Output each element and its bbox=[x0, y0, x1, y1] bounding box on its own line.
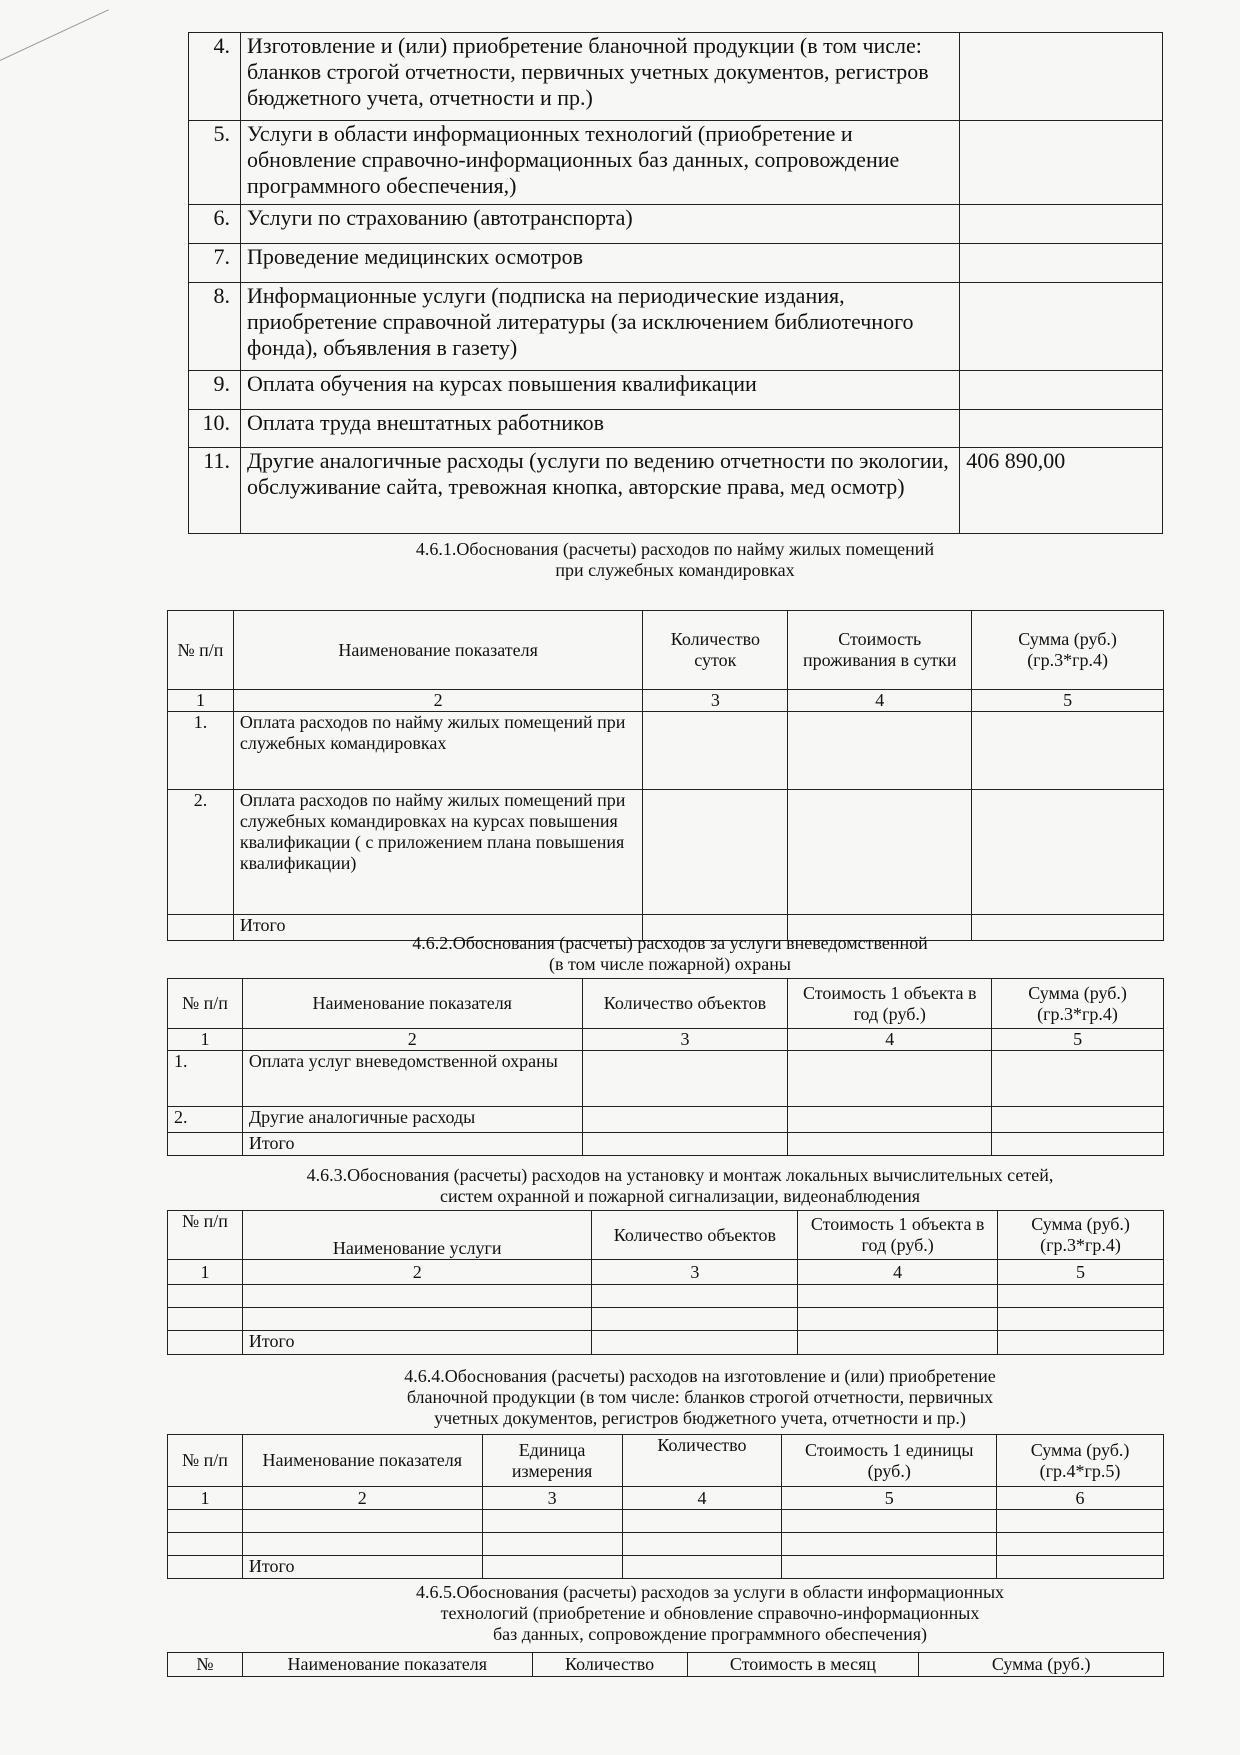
table-row bbox=[189, 371, 1163, 410]
title-line: (в том числе пожарной) охраны bbox=[549, 954, 791, 974]
col-header: Сумма (руб.) (гр.3*гр.4) bbox=[992, 979, 1164, 1029]
row-name: Оплата расходов по найму жилых помещений при служебных командировках bbox=[233, 712, 642, 790]
cell bbox=[582, 1133, 788, 1156]
cell bbox=[168, 1331, 243, 1355]
colnum-row bbox=[168, 1029, 1164, 1051]
cell bbox=[622, 1510, 782, 1533]
col-number: 5 bbox=[992, 1029, 1164, 1051]
cell bbox=[972, 790, 1164, 915]
row-name: Изготовление и (или) приобретение бланочной продукции (в том числе: бланков строгой отчетности, первичных учетных документов, регистров бюджетного учета, отчетности и пр.) bbox=[240, 33, 959, 121]
title-line: баз данных, сопровождение программного обеспечения) bbox=[492, 1624, 928, 1644]
table-row bbox=[168, 790, 1164, 915]
col-number: 3 bbox=[592, 1260, 798, 1285]
row-name: Другие аналогичные расходы (услуги по ведению отчетности по экологии, обслуживание сайта, тревожная кнопка, авторские права, мед осмотр) bbox=[240, 448, 959, 534]
header-row bbox=[168, 979, 1164, 1029]
row-sum bbox=[960, 33, 1163, 121]
col-number: 5 bbox=[998, 1260, 1164, 1285]
section-title-4-6-1 bbox=[300, 539, 1050, 581]
table-row bbox=[168, 1533, 1164, 1556]
row-name: Другие аналогичные расходы bbox=[242, 1107, 582, 1133]
cell bbox=[622, 1556, 782, 1579]
cell bbox=[782, 1510, 997, 1533]
cell bbox=[788, 712, 972, 790]
title-line: технологий (приобретение и обновление справочно-информационных bbox=[440, 1603, 980, 1623]
total-row bbox=[168, 1133, 1164, 1156]
col-number: 2 bbox=[242, 1487, 482, 1510]
cell bbox=[798, 1331, 998, 1355]
table-row bbox=[189, 33, 1163, 121]
table-row bbox=[189, 121, 1163, 205]
row-number: 2. bbox=[168, 1107, 243, 1133]
cell bbox=[997, 1533, 1164, 1556]
table-row bbox=[168, 1051, 1164, 1107]
expense-items-table bbox=[188, 32, 1163, 534]
colnum-row bbox=[168, 1260, 1164, 1285]
cell bbox=[168, 1533, 243, 1556]
row-number: 8. bbox=[189, 283, 241, 371]
cell bbox=[992, 1051, 1164, 1107]
row-sum bbox=[960, 121, 1163, 205]
col-number: 3 bbox=[643, 690, 788, 712]
cell bbox=[168, 915, 234, 941]
col-header: Наименование показателя bbox=[242, 1653, 532, 1677]
row-sum bbox=[960, 410, 1163, 448]
row-name: Услуги по страхованию (автотранспорта) bbox=[240, 205, 959, 244]
header-row bbox=[168, 1653, 1164, 1677]
col-number: 6 bbox=[997, 1487, 1164, 1510]
section-title-4-6-2 bbox=[270, 933, 1070, 975]
col-header: Сумма (руб.) (гр.3*гр.4) bbox=[972, 611, 1164, 690]
table-row bbox=[189, 244, 1163, 283]
col-header: Стоимость 1 объекта в год (руб.) bbox=[798, 1211, 998, 1260]
col-header: Наименование услуги bbox=[242, 1211, 592, 1260]
title-line: 4.6.3.Обоснования (расчеты) расходов на установку и монтаж локальных вычислительных сетей, bbox=[306, 1165, 1054, 1185]
cell bbox=[788, 790, 972, 915]
table-row bbox=[189, 283, 1163, 371]
table-row bbox=[189, 448, 1163, 534]
col-header: № bbox=[168, 1653, 243, 1677]
title-line: 4.6.1.Обоснования (расчеты) расходов по найму жилых помещений bbox=[415, 539, 935, 559]
col-number: 2 bbox=[242, 1029, 582, 1051]
cell bbox=[582, 1107, 788, 1133]
cell bbox=[242, 1308, 592, 1331]
col-header: Сумма (руб.) (гр.4*гр.5) bbox=[997, 1435, 1164, 1487]
section-title-4-6-4 bbox=[340, 1366, 1060, 1429]
lodging-table bbox=[167, 610, 1164, 941]
cell bbox=[643, 712, 788, 790]
table-row bbox=[168, 1308, 1164, 1331]
cell bbox=[622, 1533, 782, 1556]
row-name: Проведение медицинских осмотров bbox=[240, 244, 959, 283]
table-row bbox=[189, 410, 1163, 448]
col-header: № п/п bbox=[168, 1211, 243, 1260]
col-header: Количество суток bbox=[643, 611, 788, 690]
col-header: Стоимость проживания в сутки bbox=[788, 611, 972, 690]
cell bbox=[788, 1051, 992, 1107]
network-install-table bbox=[167, 1210, 1164, 1355]
cell bbox=[482, 1556, 622, 1579]
cell bbox=[168, 1133, 243, 1156]
row-number: 11. bbox=[189, 448, 241, 534]
section-title-4-6-5 bbox=[350, 1582, 1070, 1645]
row-number: 1. bbox=[168, 1051, 243, 1107]
col-header: Стоимость 1 объекта в год (руб.) bbox=[788, 979, 992, 1029]
cell bbox=[998, 1308, 1164, 1331]
section-title-4-6-3 bbox=[180, 1165, 1180, 1207]
total-row bbox=[168, 1331, 1164, 1355]
col-header: Наименование показателя bbox=[242, 979, 582, 1029]
row-number: 9. bbox=[189, 371, 241, 410]
col-header: Стоимость 1 единицы (руб.) bbox=[782, 1435, 997, 1487]
col-header: Наименование показателя bbox=[242, 1435, 482, 1487]
cell bbox=[798, 1285, 998, 1308]
cell bbox=[168, 1510, 243, 1533]
total-label: Итого bbox=[242, 1133, 582, 1156]
cell bbox=[998, 1331, 1164, 1355]
cell bbox=[168, 1556, 243, 1579]
row-name: Информационные услуги (подписка на периодические издания, приобретение справочной литературы (за исключением библиотечного фонда), объявления в газету) bbox=[240, 283, 959, 371]
col-header: Сумма (руб.) (гр.3*гр.4) bbox=[998, 1211, 1164, 1260]
total-row bbox=[168, 1556, 1164, 1579]
row-number: 7. bbox=[189, 244, 241, 283]
cell bbox=[992, 1107, 1164, 1133]
security-table bbox=[167, 978, 1164, 1156]
header-row bbox=[168, 1435, 1164, 1487]
col-header: Количество объектов bbox=[582, 979, 788, 1029]
forms-table bbox=[167, 1434, 1164, 1579]
title-line: бланочной продукции (в том числе: бланков строгой отчетности, первичных bbox=[406, 1387, 994, 1407]
table-row bbox=[168, 1285, 1164, 1308]
total-label: Итого bbox=[242, 1331, 592, 1355]
col-header: № п/п bbox=[168, 1435, 243, 1487]
row-number: 4. bbox=[189, 33, 241, 121]
col-header: Количество bbox=[622, 1435, 782, 1487]
col-number: 3 bbox=[582, 1029, 788, 1051]
cell bbox=[798, 1308, 998, 1331]
cell bbox=[997, 1510, 1164, 1533]
title-line: учетных документов, регистров бюджетного учета, отчетности и пр.) bbox=[434, 1408, 966, 1428]
col-number: 4 bbox=[622, 1487, 782, 1510]
header-row bbox=[168, 611, 1164, 690]
row-name: Оплата обучения на курсах повышения квалификации bbox=[240, 371, 959, 410]
row-number: 6. bbox=[189, 205, 241, 244]
cell bbox=[168, 1285, 243, 1308]
total-label: Итого bbox=[242, 1556, 482, 1579]
col-header: Единица измерения bbox=[482, 1435, 622, 1487]
col-number: 5 bbox=[972, 690, 1164, 712]
page-fold-mark bbox=[0, 0, 109, 61]
row-sum bbox=[960, 283, 1163, 371]
cell bbox=[242, 1510, 482, 1533]
cell bbox=[592, 1308, 798, 1331]
col-number: 4 bbox=[788, 1029, 992, 1051]
cell bbox=[592, 1285, 798, 1308]
col-number: 4 bbox=[798, 1260, 998, 1285]
row-name: Оплата расходов по найму жилых помещений при служебных командировках на курсах повышения квалификации ( с приложением плана повышения квалификации) bbox=[233, 790, 642, 915]
row-sum bbox=[960, 205, 1163, 244]
col-number: 4 bbox=[788, 690, 972, 712]
table-row bbox=[168, 1107, 1164, 1133]
title-line: 4.6.2.Обоснования (расчеты) расходов за услуги вневедомственной bbox=[412, 933, 928, 953]
table-row bbox=[168, 712, 1164, 790]
row-sum bbox=[960, 371, 1163, 410]
header-row bbox=[168, 1211, 1164, 1260]
cell bbox=[643, 790, 788, 915]
col-number: 5 bbox=[782, 1487, 997, 1510]
cell bbox=[482, 1510, 622, 1533]
cell bbox=[788, 1107, 992, 1133]
cell bbox=[972, 712, 1164, 790]
row-number: 10. bbox=[189, 410, 241, 448]
col-header: Количество объектов bbox=[592, 1211, 798, 1260]
row-name: Оплата услуг вневедомственной охраны bbox=[242, 1051, 582, 1107]
col-number: 1 bbox=[168, 1260, 243, 1285]
col-header: Стоимость в месяц bbox=[687, 1653, 919, 1677]
cell bbox=[592, 1331, 798, 1355]
row-number: 2. bbox=[168, 790, 234, 915]
cell bbox=[992, 1133, 1164, 1156]
col-header: Сумма (руб.) bbox=[919, 1653, 1164, 1677]
cell bbox=[168, 1308, 243, 1331]
cell bbox=[997, 1556, 1164, 1579]
row-sum bbox=[960, 244, 1163, 283]
row-sum: 406 890,00 bbox=[960, 448, 1163, 534]
col-number: 2 bbox=[242, 1260, 592, 1285]
cell bbox=[482, 1533, 622, 1556]
title-line: систем охранной и пожарной сигнализации, видеонаблюдения bbox=[439, 1186, 921, 1206]
table-row bbox=[168, 1510, 1164, 1533]
cell bbox=[782, 1556, 997, 1579]
cell bbox=[998, 1285, 1164, 1308]
title-line: 4.6.5.Обоснования (расчеты) расходов за услуги в области информационных bbox=[415, 1582, 1005, 1602]
col-header: № п/п bbox=[168, 979, 243, 1029]
title-line: 4.6.4.Обоснования (расчеты) расходов на изготовление и (или) приобретение bbox=[404, 1366, 996, 1386]
col-header: Количество bbox=[532, 1653, 687, 1677]
cell bbox=[782, 1533, 997, 1556]
col-number: 1 bbox=[168, 1029, 243, 1051]
table-row bbox=[189, 205, 1163, 244]
row-number: 1. bbox=[168, 712, 234, 790]
col-number: 2 bbox=[233, 690, 642, 712]
row-name: Услуги в области информационных технологий (приобретение и обновление справочно-информационных баз данных, сопровождение программного обеспечения,) bbox=[240, 121, 959, 205]
colnum-row bbox=[168, 690, 1164, 712]
title-line: при служебных командировках bbox=[555, 560, 795, 580]
row-name: Оплата труда внештатных работников bbox=[240, 410, 959, 448]
row-number: 5. bbox=[189, 121, 241, 205]
it-services-table bbox=[167, 1652, 1164, 1677]
col-number: 3 bbox=[482, 1487, 622, 1510]
cell bbox=[788, 1133, 992, 1156]
col-number: 1 bbox=[168, 1487, 243, 1510]
col-header: Наименование показателя bbox=[233, 611, 642, 690]
total-label: Итого bbox=[233, 915, 642, 941]
cell bbox=[242, 1533, 482, 1556]
cell bbox=[582, 1051, 788, 1107]
cell bbox=[242, 1285, 592, 1308]
col-number: 1 bbox=[168, 690, 234, 712]
col-header: № п/п bbox=[168, 611, 234, 690]
colnum-row bbox=[168, 1487, 1164, 1510]
